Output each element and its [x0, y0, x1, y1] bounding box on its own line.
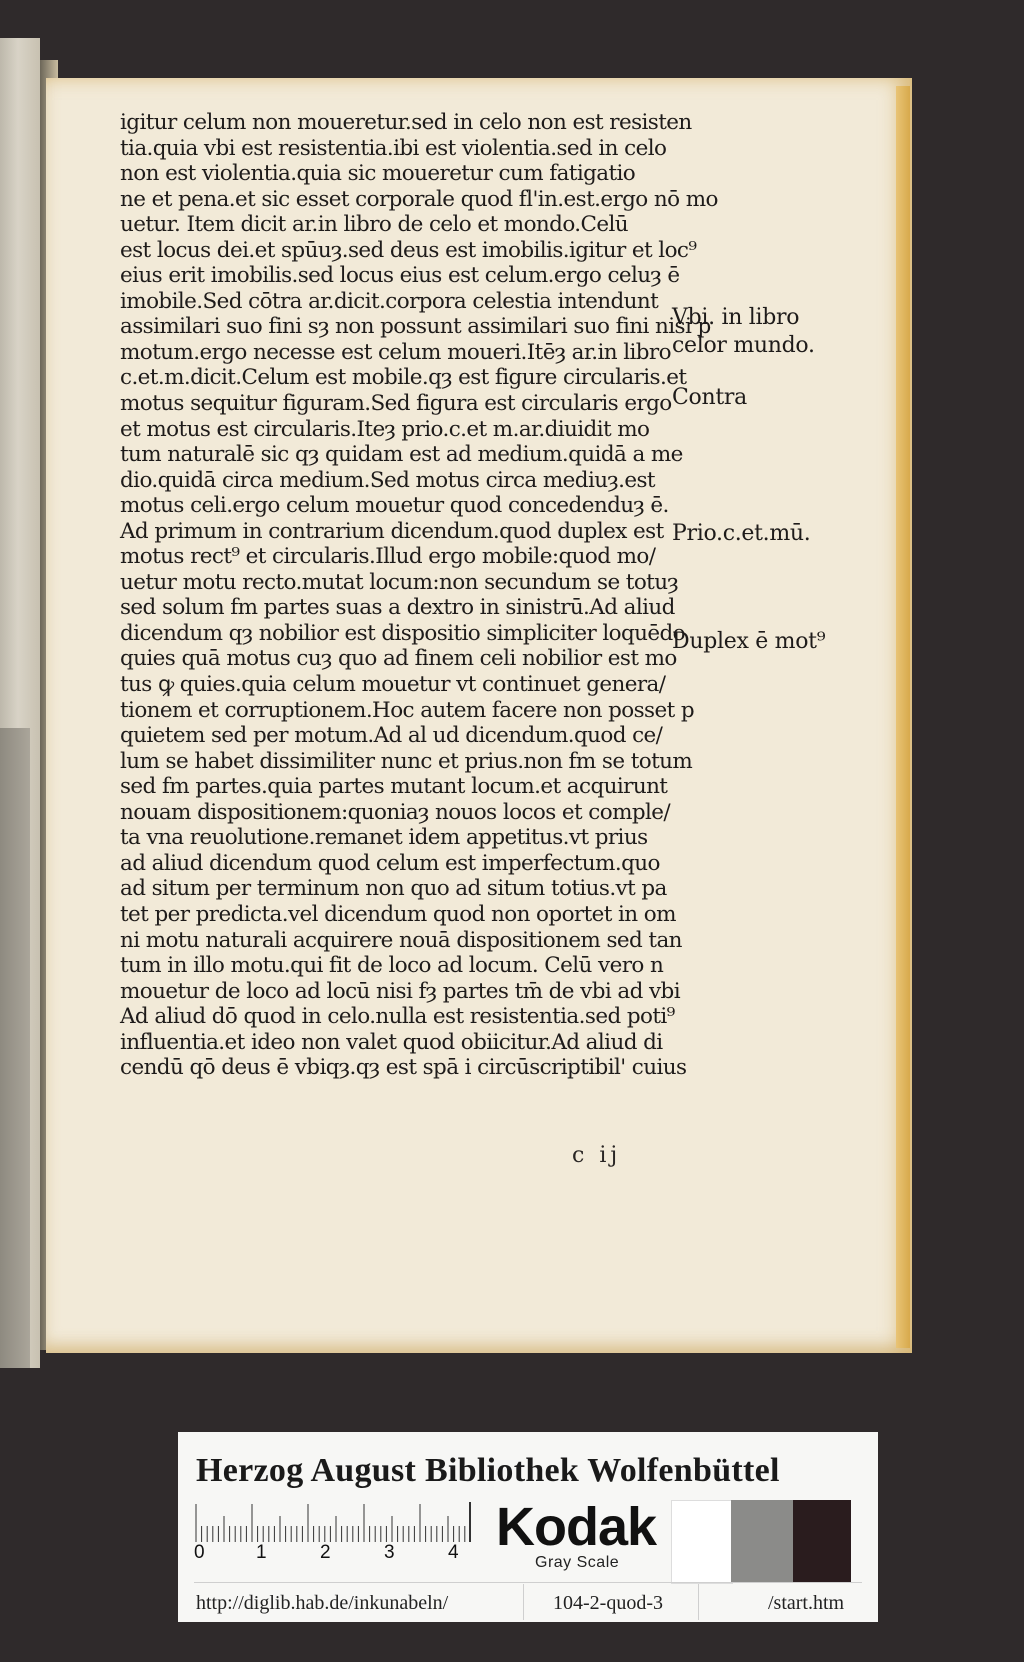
text-line: ad aliud dicendum quod celum est imperfectum.quo	[120, 850, 660, 876]
text-line: cendū qō deus ē vbiqȝ.qȝ est spā i circūscriptibil' cuius	[120, 1055, 687, 1081]
text-line: eius erit imobilis.sed locus eius est celum.ergo celuȝ ē	[120, 263, 680, 289]
text-line: dicendum qȝ nobilior est dispositio simpliciter loquēdo	[120, 620, 686, 646]
text-line: ad situm per terminum non quo ad situm totius.vt pa	[120, 876, 667, 902]
url-divider	[698, 1584, 699, 1620]
ruler-ticks	[194, 1502, 469, 1542]
library-title: Herzog August Bibliothek Wolfenbüttel	[196, 1452, 780, 1489]
text-line: ne et pena.et sic esset corporale quod fl'in.est.ergo nō mo	[120, 186, 718, 212]
card-divider	[194, 1582, 862, 1583]
kodak-logo: Kodak	[496, 1497, 657, 1557]
text-line: motus rect⁹ et circularis.Illud ergo mobile:quod mo/	[120, 544, 656, 570]
text-line: tet per predicta.vel dicendum quod non oportet in om	[120, 901, 676, 927]
text-line: tum in illo motu.qui fit de loco ad locum. Celū vero n	[120, 953, 664, 979]
text-line: motus celi.ergo celum mouetur quod concedenduȝ ē.	[120, 493, 669, 519]
text-line: imobile.Sed cōtra ar.dicit.corpora celestia intendunt	[120, 288, 659, 314]
text-line: est locus dei.et spūuȝ.sed deus est imobilis.igitur et loc⁹	[120, 237, 697, 263]
text-line: quies quā motus cuȝ quo ad finem celi nobilior est mo	[120, 646, 677, 672]
text-line: motum.ergo necesse est celum moueri.Itēȝ ar.in libro	[120, 339, 671, 365]
library-reference-card	[178, 1432, 878, 1622]
text-line: motus sequitur figuram.Sed figura est circularis ergo	[120, 391, 672, 417]
text-line: tus ꝙ quies.quia celum mouetur vt continuet genera/	[120, 672, 666, 698]
text-line: uetur motu recto.mutat locum:non secundum se totuȝ	[120, 569, 679, 595]
text-line: tionem et corruptionem.Hoc autem facere non posset p	[120, 697, 695, 723]
marginal-note-prio: Prio.c.et.mū.	[672, 521, 811, 546]
text-line: c.et.m.dicit.Celum est mobile.qȝ est figure circularis.et	[120, 365, 687, 391]
text-line: nouam dispositionem:quoniaȝ nouos locos et comple/	[120, 799, 671, 825]
text-line: ta vna reuolutione.remanet idem appetitus.vt prius	[120, 825, 648, 851]
url-base: http://diglib.hab.de/inkunabeln/	[196, 1592, 449, 1614]
page-edge-yellowed	[896, 86, 910, 1348]
main-text-block	[120, 110, 718, 1081]
text-line: sed solum fm partes suas a dextro in sinistrū.Ad aliud	[120, 595, 675, 621]
gray-swatch	[731, 1500, 793, 1582]
text-line: igitur celum non moueretur.sed in celo non est resisten	[120, 110, 692, 135]
text-line: influentia.et ideo non valet quod obiicitur.Ad aliud di	[120, 1029, 663, 1055]
text-line: dio.quidā circa medium.Sed motus circa mediuȝ.est	[120, 467, 655, 493]
text-line: Ad aliud dō quod in celo.nulla est resistentia.sed poti⁹	[120, 1004, 675, 1030]
text-line: Ad primum in contrarium dicendum.quod duplex est	[120, 518, 664, 544]
text-line: sed fm partes.quia partes mutant locum.et acquirunt	[120, 774, 668, 800]
white-swatch	[671, 1500, 733, 1584]
text-line: ni motu naturali acquirere nouā dispositionem sed tan	[120, 927, 682, 953]
text-line: tum naturalē sic qȝ quidam est ad medium.quidā a me	[120, 442, 683, 468]
ruler-number: 1	[256, 1542, 267, 1563]
url-id: 104-2-quod-3	[553, 1592, 663, 1614]
text-line: non est violentia.quia sic moueretur cum fatigatio	[120, 161, 636, 187]
url-start: /start.htm	[768, 1592, 845, 1614]
marginal-note-duplex: Duplex ē mot⁹	[672, 629, 826, 654]
ruler-number: 4	[448, 1542, 459, 1563]
marginal-note-contra: Contra	[672, 385, 747, 410]
marginal-note-line: celor mundo.	[672, 333, 815, 358]
previous-page-shadow	[0, 728, 30, 1368]
gray-scale-label: Gray Scale	[535, 1554, 620, 1571]
previous-page-edge	[0, 38, 40, 1368]
text-line: quietem sed per motum.Ad al ud dicendum.quod ce/	[120, 723, 663, 749]
marginal-note-line: Vbi. in libro	[672, 305, 800, 330]
ruler-number: 3	[384, 1542, 395, 1563]
signature-mark: c ij	[572, 1143, 622, 1168]
ruler-numbers	[194, 1542, 494, 1566]
text-line: uetur. Item dicit ar.in libro de celo et mondo.Celū	[120, 212, 629, 238]
marginal-note-ubi	[672, 304, 815, 360]
dark-swatch	[793, 1500, 851, 1582]
text-line: tia.quia vbi est resistentia.ibi est violentia.sed in celo	[120, 135, 667, 161]
text-line: assimilari suo fini sȝ non possunt assimilari suo fini nisi p	[120, 314, 711, 340]
text-line: lum se habet dissimiliter nunc et prius.non fm se totum	[120, 748, 693, 774]
url-divider	[523, 1584, 524, 1620]
measurement-ruler	[194, 1502, 471, 1542]
ruler-number: 0	[194, 1542, 205, 1563]
text-line: et motus est circularis.Iteȝ prio.c.et m.ar.diuidit mo	[120, 416, 650, 442]
ruler-number: 2	[320, 1542, 331, 1563]
text-line: mouetur de loco ad locū nisi fȝ partes tm̄ de vbi ad vbi	[120, 978, 680, 1004]
